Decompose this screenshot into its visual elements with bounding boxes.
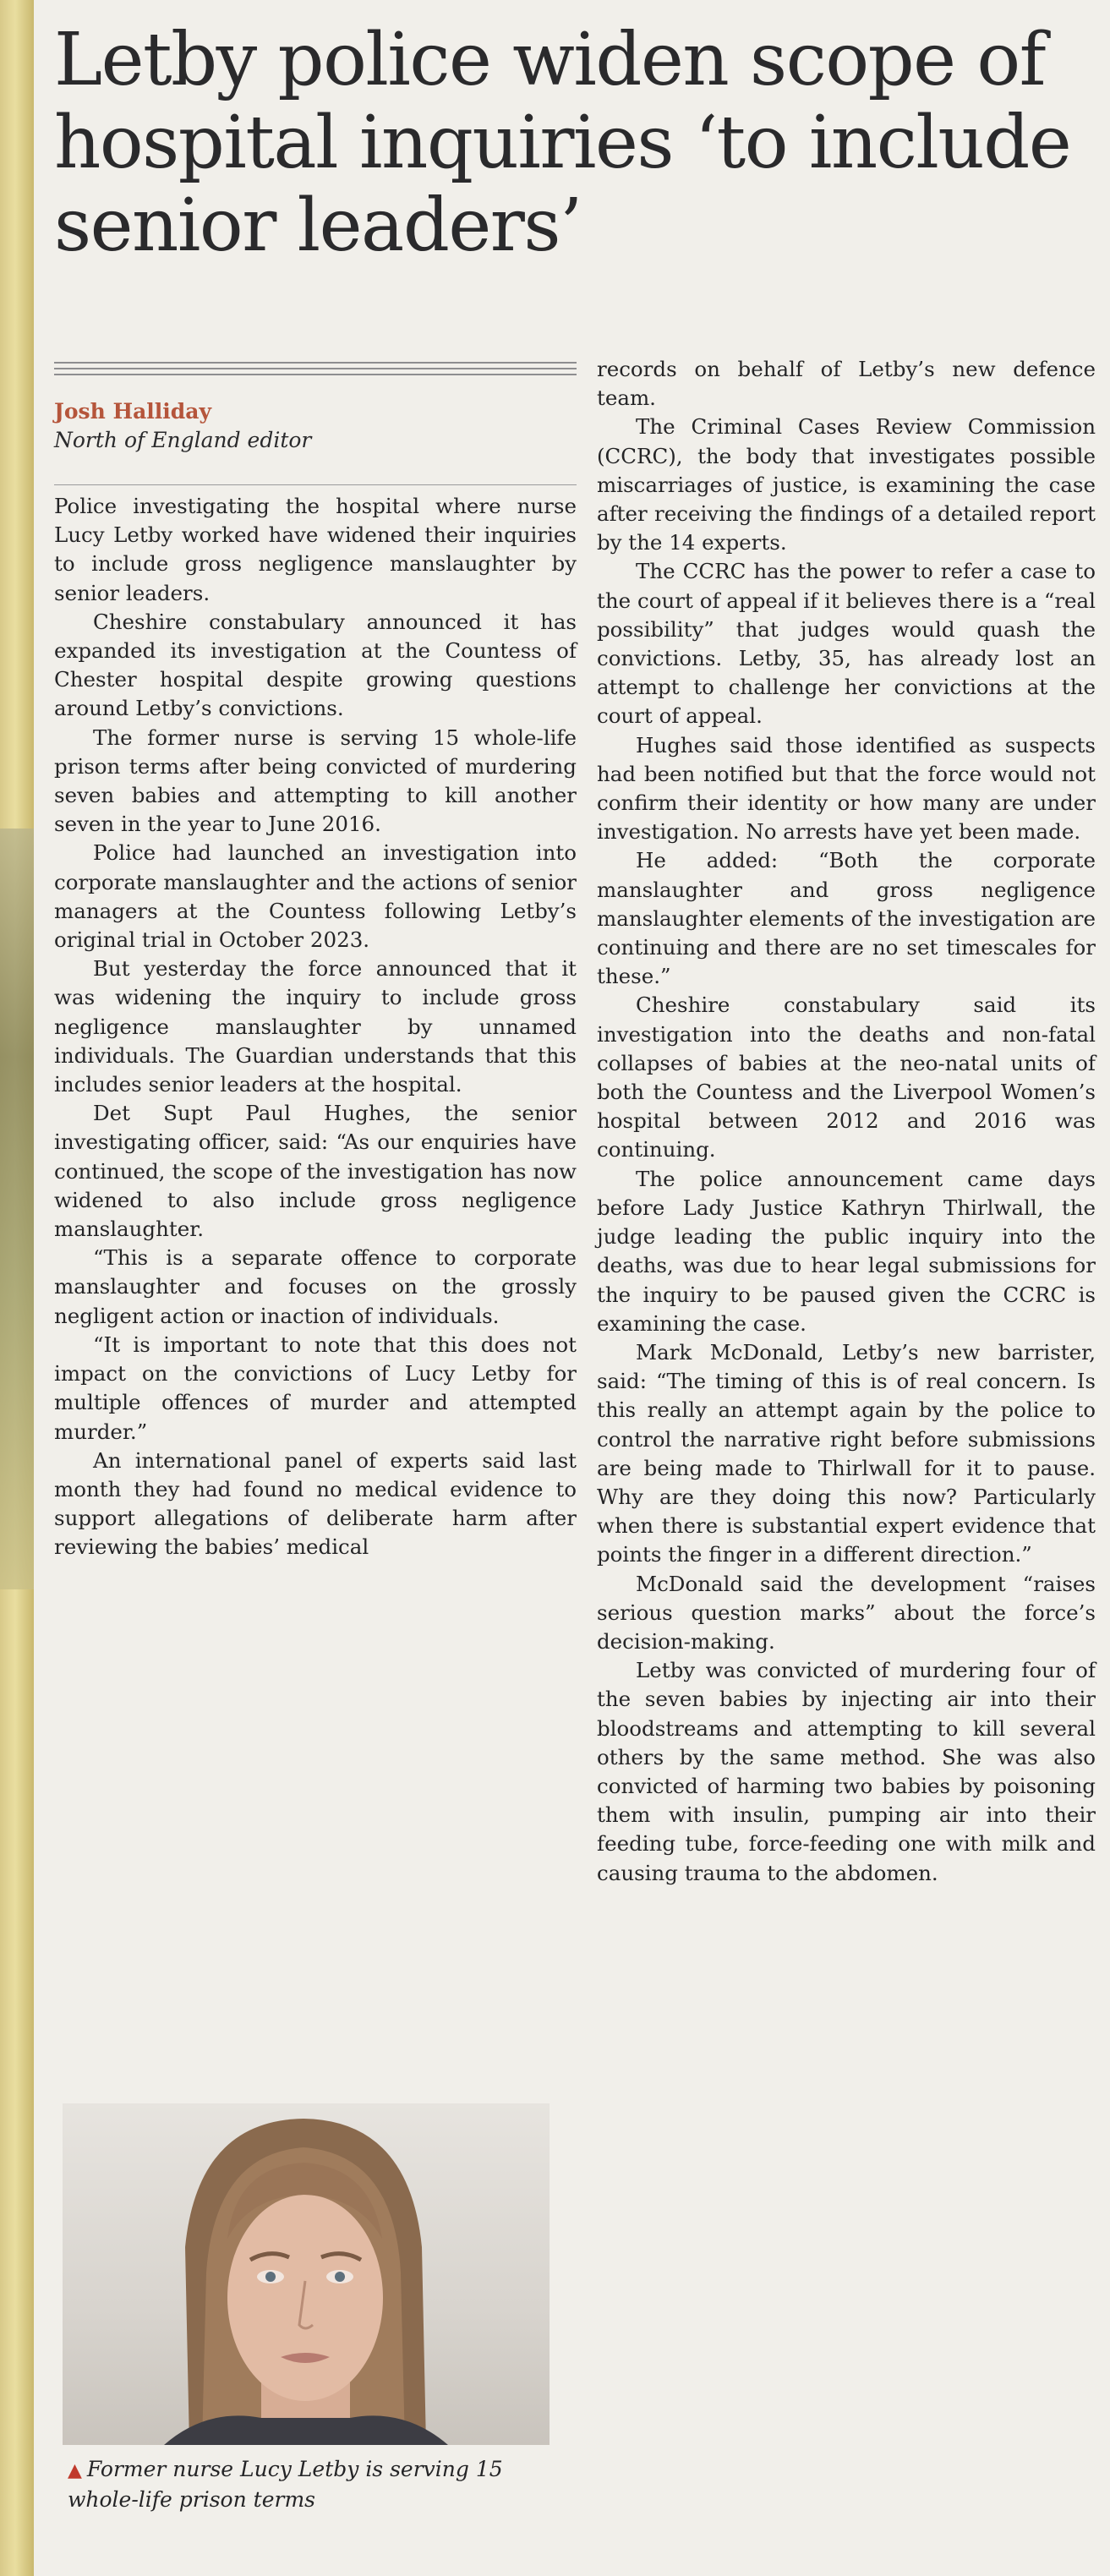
adjacent-page-strip xyxy=(0,0,34,2576)
caption-marker-icon: ▲ xyxy=(68,2460,82,2481)
paragraph: But yesterday the force announced that it was widening the inquiry to include gross negligence manslaughter by unnamed individuals. The Guardian understands that this includes senior leaders at the hospital. xyxy=(54,956,577,1097)
headline: Letby police widen scope of hospital inquiries ‘to include senior leaders’ xyxy=(54,18,1071,268)
paragraph: He added: “Both the corporate manslaughter and gross negligence manslaughter elements of the investigation are continuing and there are no set timescales for these.” xyxy=(597,848,1096,989)
paragraph: Cheshire constabulary said its investigation into the deaths and non-fatal collapses of babies at the neo-natal units of both the Countess and the Liverpool Women’s hospital between 2012 and 2016 was continuing. xyxy=(597,993,1096,1162)
newspaper-clipping xyxy=(34,0,1110,2576)
caption-text: Former nurse Lucy Letby is serving 15 whole-life prison terms xyxy=(68,2457,503,2512)
paragraph: The CCRC has the power to refer a case to the court of appeal if it believes there is a “real possibility” that judges would quash the convictions. Letby, 35, has already lost an attempt to challenge her convictions at the court of appeal. xyxy=(597,559,1096,729)
article-column-1 xyxy=(54,492,577,1562)
paragraph: Hughes said those identified as suspects had been notified but that the force would not confirm their identity or how many are under investigation. No arrests have yet been made. xyxy=(597,732,1096,845)
photo-caption xyxy=(68,2455,575,2514)
paragraph: McDonald said the development “raises serious question marks” about the force’s decision-making. xyxy=(597,1571,1096,1654)
rule-line xyxy=(54,374,577,375)
paragraph: Det Supt Paul Hughes, the senior investigating officer, said: “As our enquiries have continued, the scope of the investigation has now widened to also include gross negligence manslaughter. xyxy=(54,1101,577,1242)
paragraph: Police had launched an investigation into corporate manslaughter and the actions of senior managers at the Countess following Letby’s original trial in October 2023. xyxy=(54,840,577,953)
byline-divider xyxy=(54,484,577,485)
paragraph: The police announcement came days before Lady Justice Kathryn Thirlwall, the judge leading the public inquiry into the deaths, was due to hear legal submissions for the inquiry to be paused given the CCRC is examining the case. xyxy=(597,1166,1096,1336)
byline-author: Josh Halliday xyxy=(54,399,211,424)
rule-line xyxy=(54,362,577,364)
paragraph: Cheshire constabulary announced it has expanded its investigation at the Countess of Chester hospital despite growing questions around Letby’s convictions. xyxy=(54,609,577,721)
portrait-photo xyxy=(63,2103,550,2445)
paragraph: Police investigating the hospital where nurse Lucy Letby worked have widened their inquiries to include gross negligence manslaughter by senior leaders. xyxy=(54,494,577,605)
paragraph: records on behalf of Letby’s new defence team. xyxy=(597,357,1096,411)
paragraph: The former nurse is serving 15 whole-life prison terms after being convicted of murdering seven babies and attempting to kill another seven in the year to June 2016. xyxy=(54,725,577,837)
paragraph: The Criminal Cases Review Commission (CCRC), the body that investigates possible miscarriages of justice, is examining the case after receiving the findings of a detailed report by the 14 experts. xyxy=(597,414,1096,555)
byline-role: North of England editor xyxy=(54,428,312,452)
adjacent-page-image xyxy=(0,829,34,1589)
paragraph: An international panel of experts said last month they had found no medical evidence to support allegations of deliberate harm after reviewing the babies’ medical xyxy=(54,1447,577,1560)
paragraph: Letby was convicted of murdering four of the seven babies by injecting air into their bloodstreams and attempting to kill several others by the same method. She was also convicted of harming two babies by poisoning them with insulin, pumping air into their feeding tube, force-feeding one with milk and causing trauma to the abdomen. xyxy=(597,1658,1096,1885)
portrait-illustration xyxy=(63,2103,550,2445)
headline-rules xyxy=(54,362,577,380)
paragraph: Mark McDonald, Letby’s new barrister, said: “The timing of this is of real concern. Is this really an attempt again by the police to control the narrative right before submissions are being made to Thirlwall for it to pause. Why are they doing this now? Particularly when there is substantial expert evidence that points the finger in a different direction.” xyxy=(597,1339,1096,1567)
article-column-2 xyxy=(597,355,1096,1888)
rule-line xyxy=(54,368,577,369)
byline xyxy=(54,397,578,455)
paragraph: “This is a separate offence to corporate manslaughter and focuses on the grossly negligent action or inaction of individuals. xyxy=(54,1245,577,1328)
paragraph: “It is important to note that this does not impact on the convictions of Lucy Letby for multiple offences of murder and attempted murder.” xyxy=(54,1332,577,1444)
